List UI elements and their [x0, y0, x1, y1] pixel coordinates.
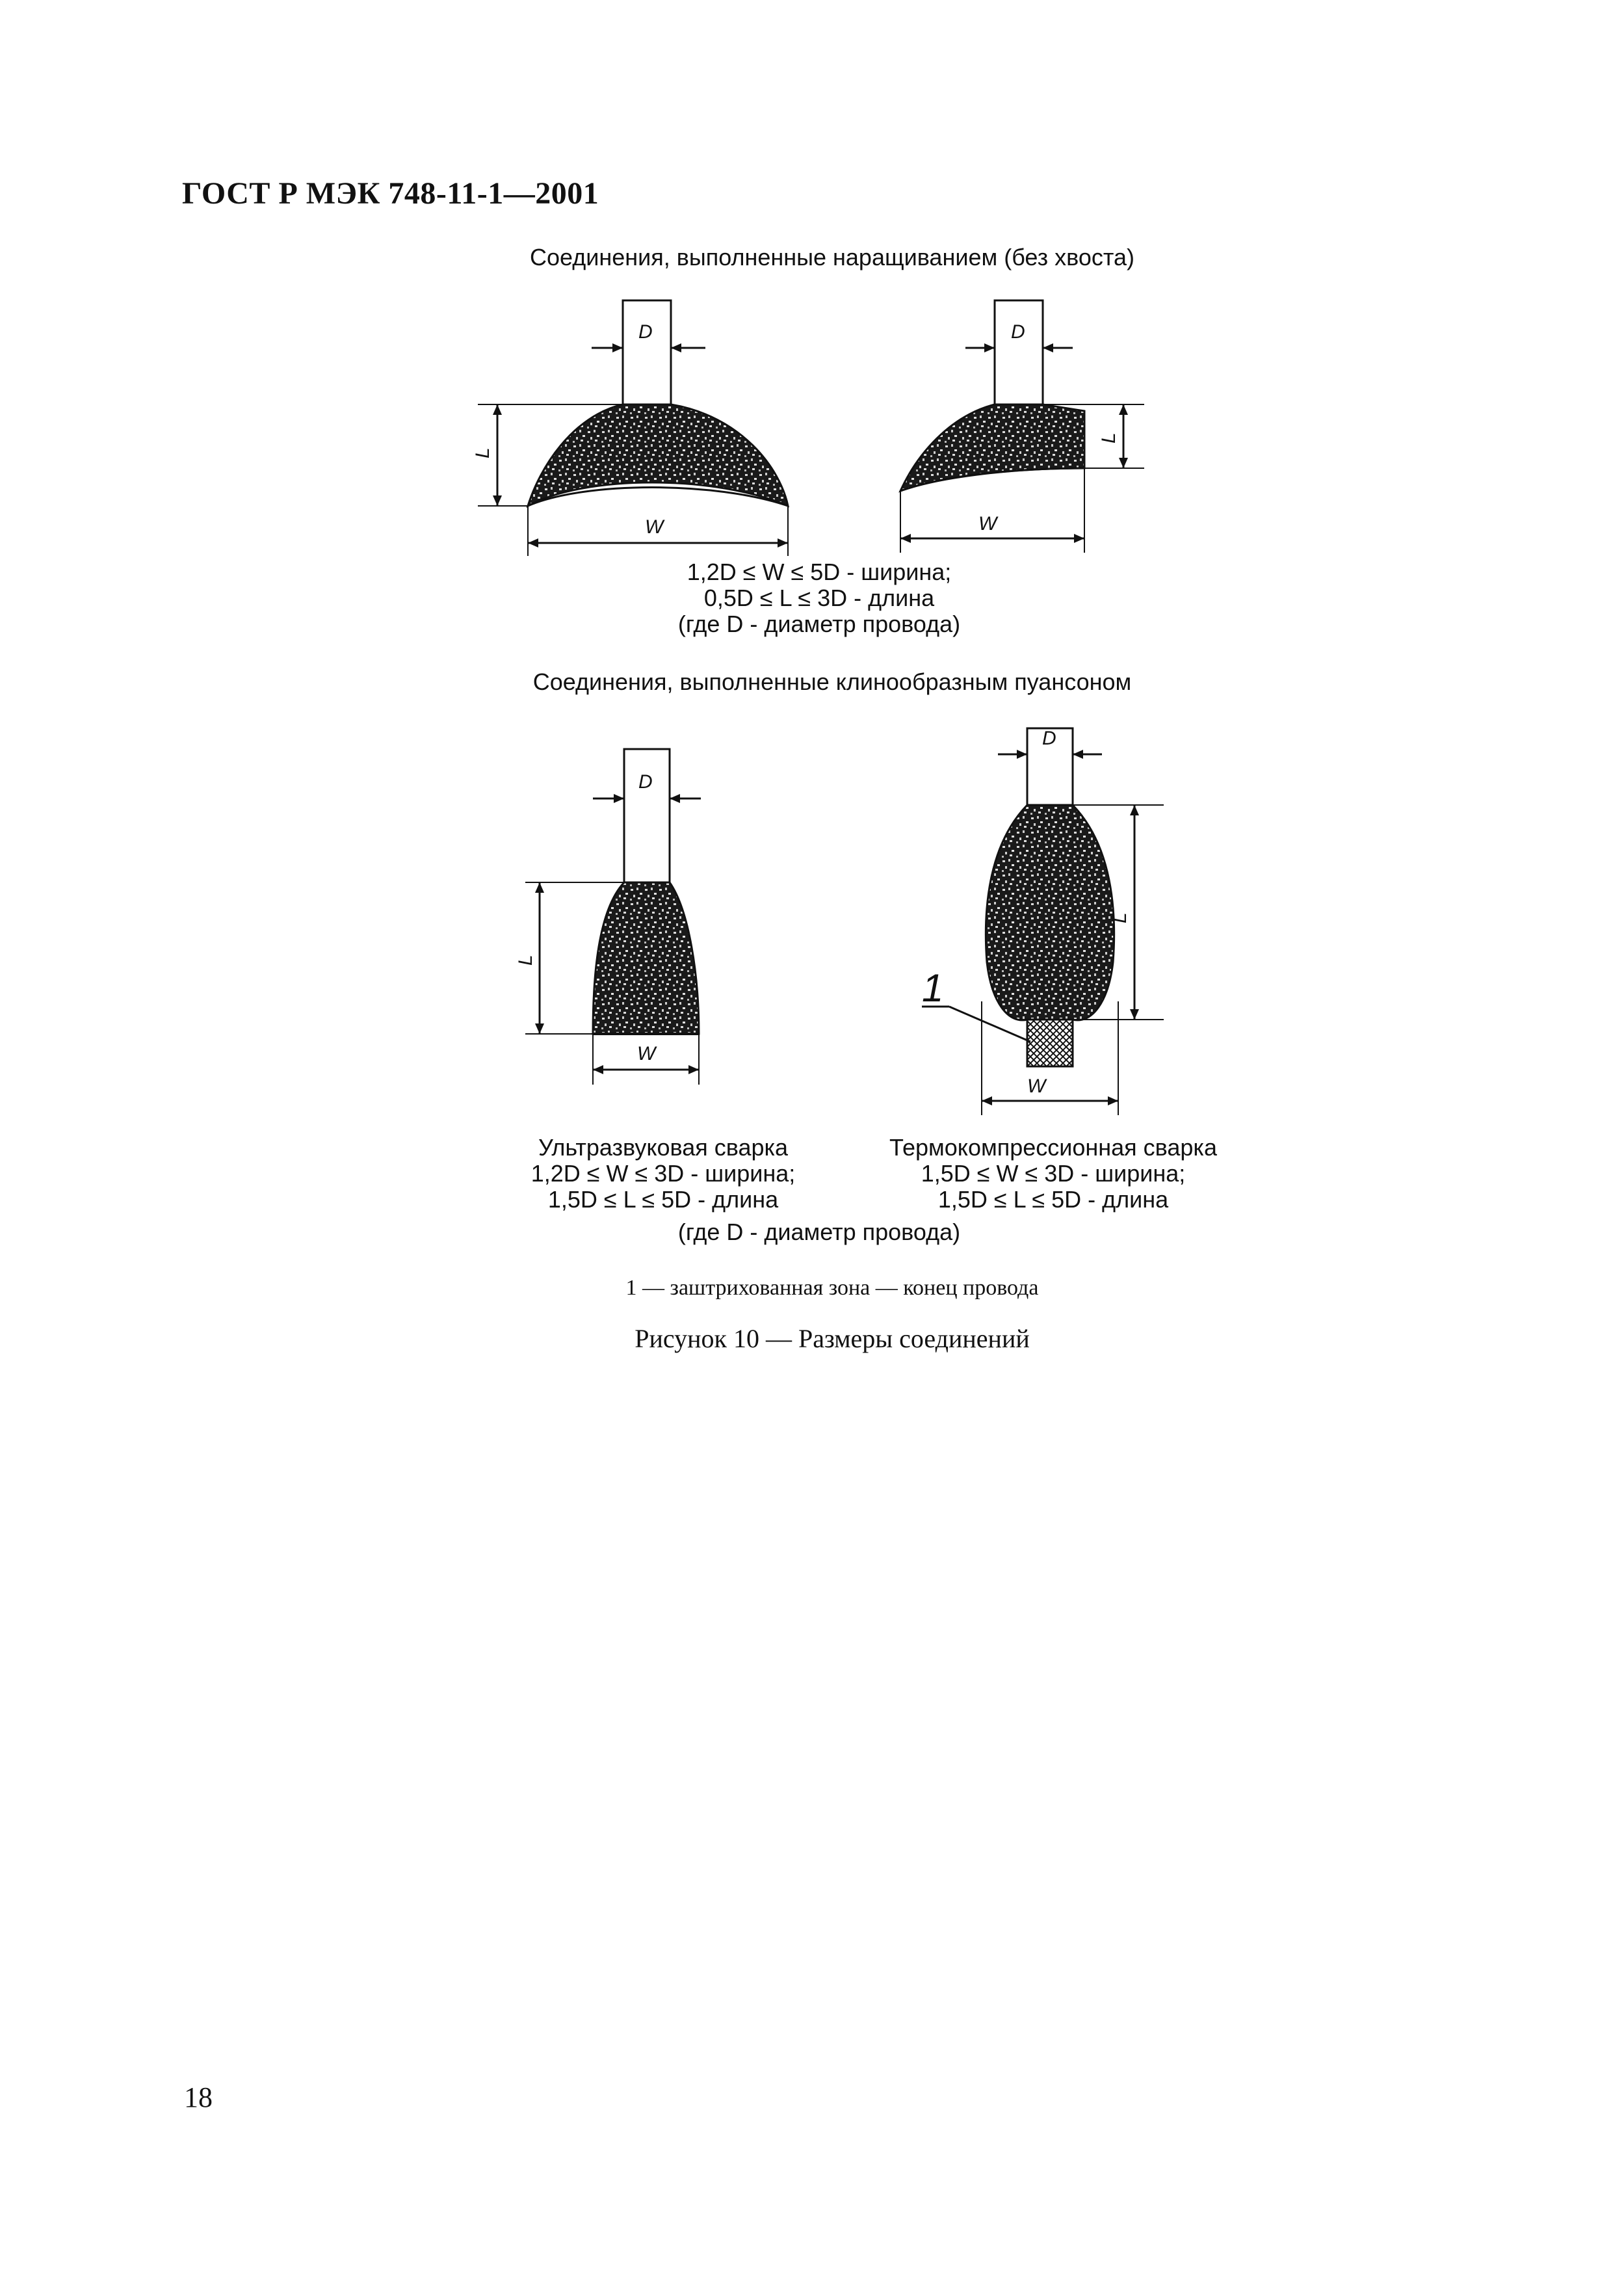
formula-length: 1,5D ≤ L ≤ 5D - длина: [547, 1186, 779, 1213]
caption-title: Ультразвуковая сварка: [538, 1134, 789, 1161]
wedge-bond-thermocompression: [922, 728, 1164, 1115]
formula-width: 1,5D ≤ W ≤ 3D - ширина;: [921, 1160, 1186, 1187]
hatched-wire-end: [1027, 1020, 1073, 1066]
l-label: L: [515, 955, 536, 966]
w-label: W: [1027, 1076, 1046, 1097]
d-label: D: [638, 771, 653, 793]
formula-length: 0,5D ≤ L ≤ 3D - длина: [703, 585, 935, 611]
formula-width: 1,2D ≤ W ≤ 5D - ширина;: [687, 559, 952, 585]
document-header: ГОСТ Р МЭК 748-11-1—2001: [182, 176, 599, 211]
bond-body: [900, 404, 1084, 491]
d-label: D: [638, 321, 653, 343]
legend: 1 — заштрихованная зона — конец провода: [625, 1276, 1039, 1300]
section1-title: Соединения, выполненные наращиванием (без хвоста): [529, 244, 1134, 271]
section1-formulas: [572, 559, 1066, 637]
wedge-bond-ultrasonic: [515, 749, 701, 1085]
callout-number: 1: [922, 966, 944, 1010]
bond-body: [593, 882, 699, 1034]
bond-body: [528, 404, 788, 506]
bond-body: [986, 805, 1114, 1020]
section2-title: Соединения, выполненные клинообразным пуансоном: [532, 668, 1132, 695]
wire: [623, 300, 671, 404]
ultrasonic-caption: [507, 1135, 819, 1213]
wire: [995, 300, 1043, 404]
ball-bond-symmetric: [472, 300, 788, 556]
caption-title: Термокомпрессионная сварка: [889, 1134, 1217, 1161]
wire: [624, 749, 670, 882]
w-label: W: [978, 513, 997, 534]
formula-length: 1,5D ≤ L ≤ 5D - длина: [937, 1186, 1169, 1213]
d-label: D: [1011, 321, 1025, 343]
d-label: D: [1042, 728, 1056, 749]
l-label: L: [1109, 912, 1131, 923]
formula-note: (где D - диаметр провода): [677, 611, 961, 637]
section2-note: (где D - диаметр провода): [677, 1219, 961, 1245]
ball-bond-asymmetric: [900, 300, 1144, 553]
page-number: 18: [184, 2081, 213, 2113]
formula-width: 1,2D ≤ W ≤ 3D - ширина;: [530, 1160, 796, 1187]
l-label: L: [472, 447, 493, 458]
l-label: L: [1098, 432, 1120, 443]
w-label: W: [645, 516, 664, 538]
w-label: W: [637, 1043, 656, 1064]
thermocompression-caption: [871, 1135, 1235, 1213]
figure-caption: Рисунок 10 — Размеры соединений: [635, 1324, 1030, 1353]
